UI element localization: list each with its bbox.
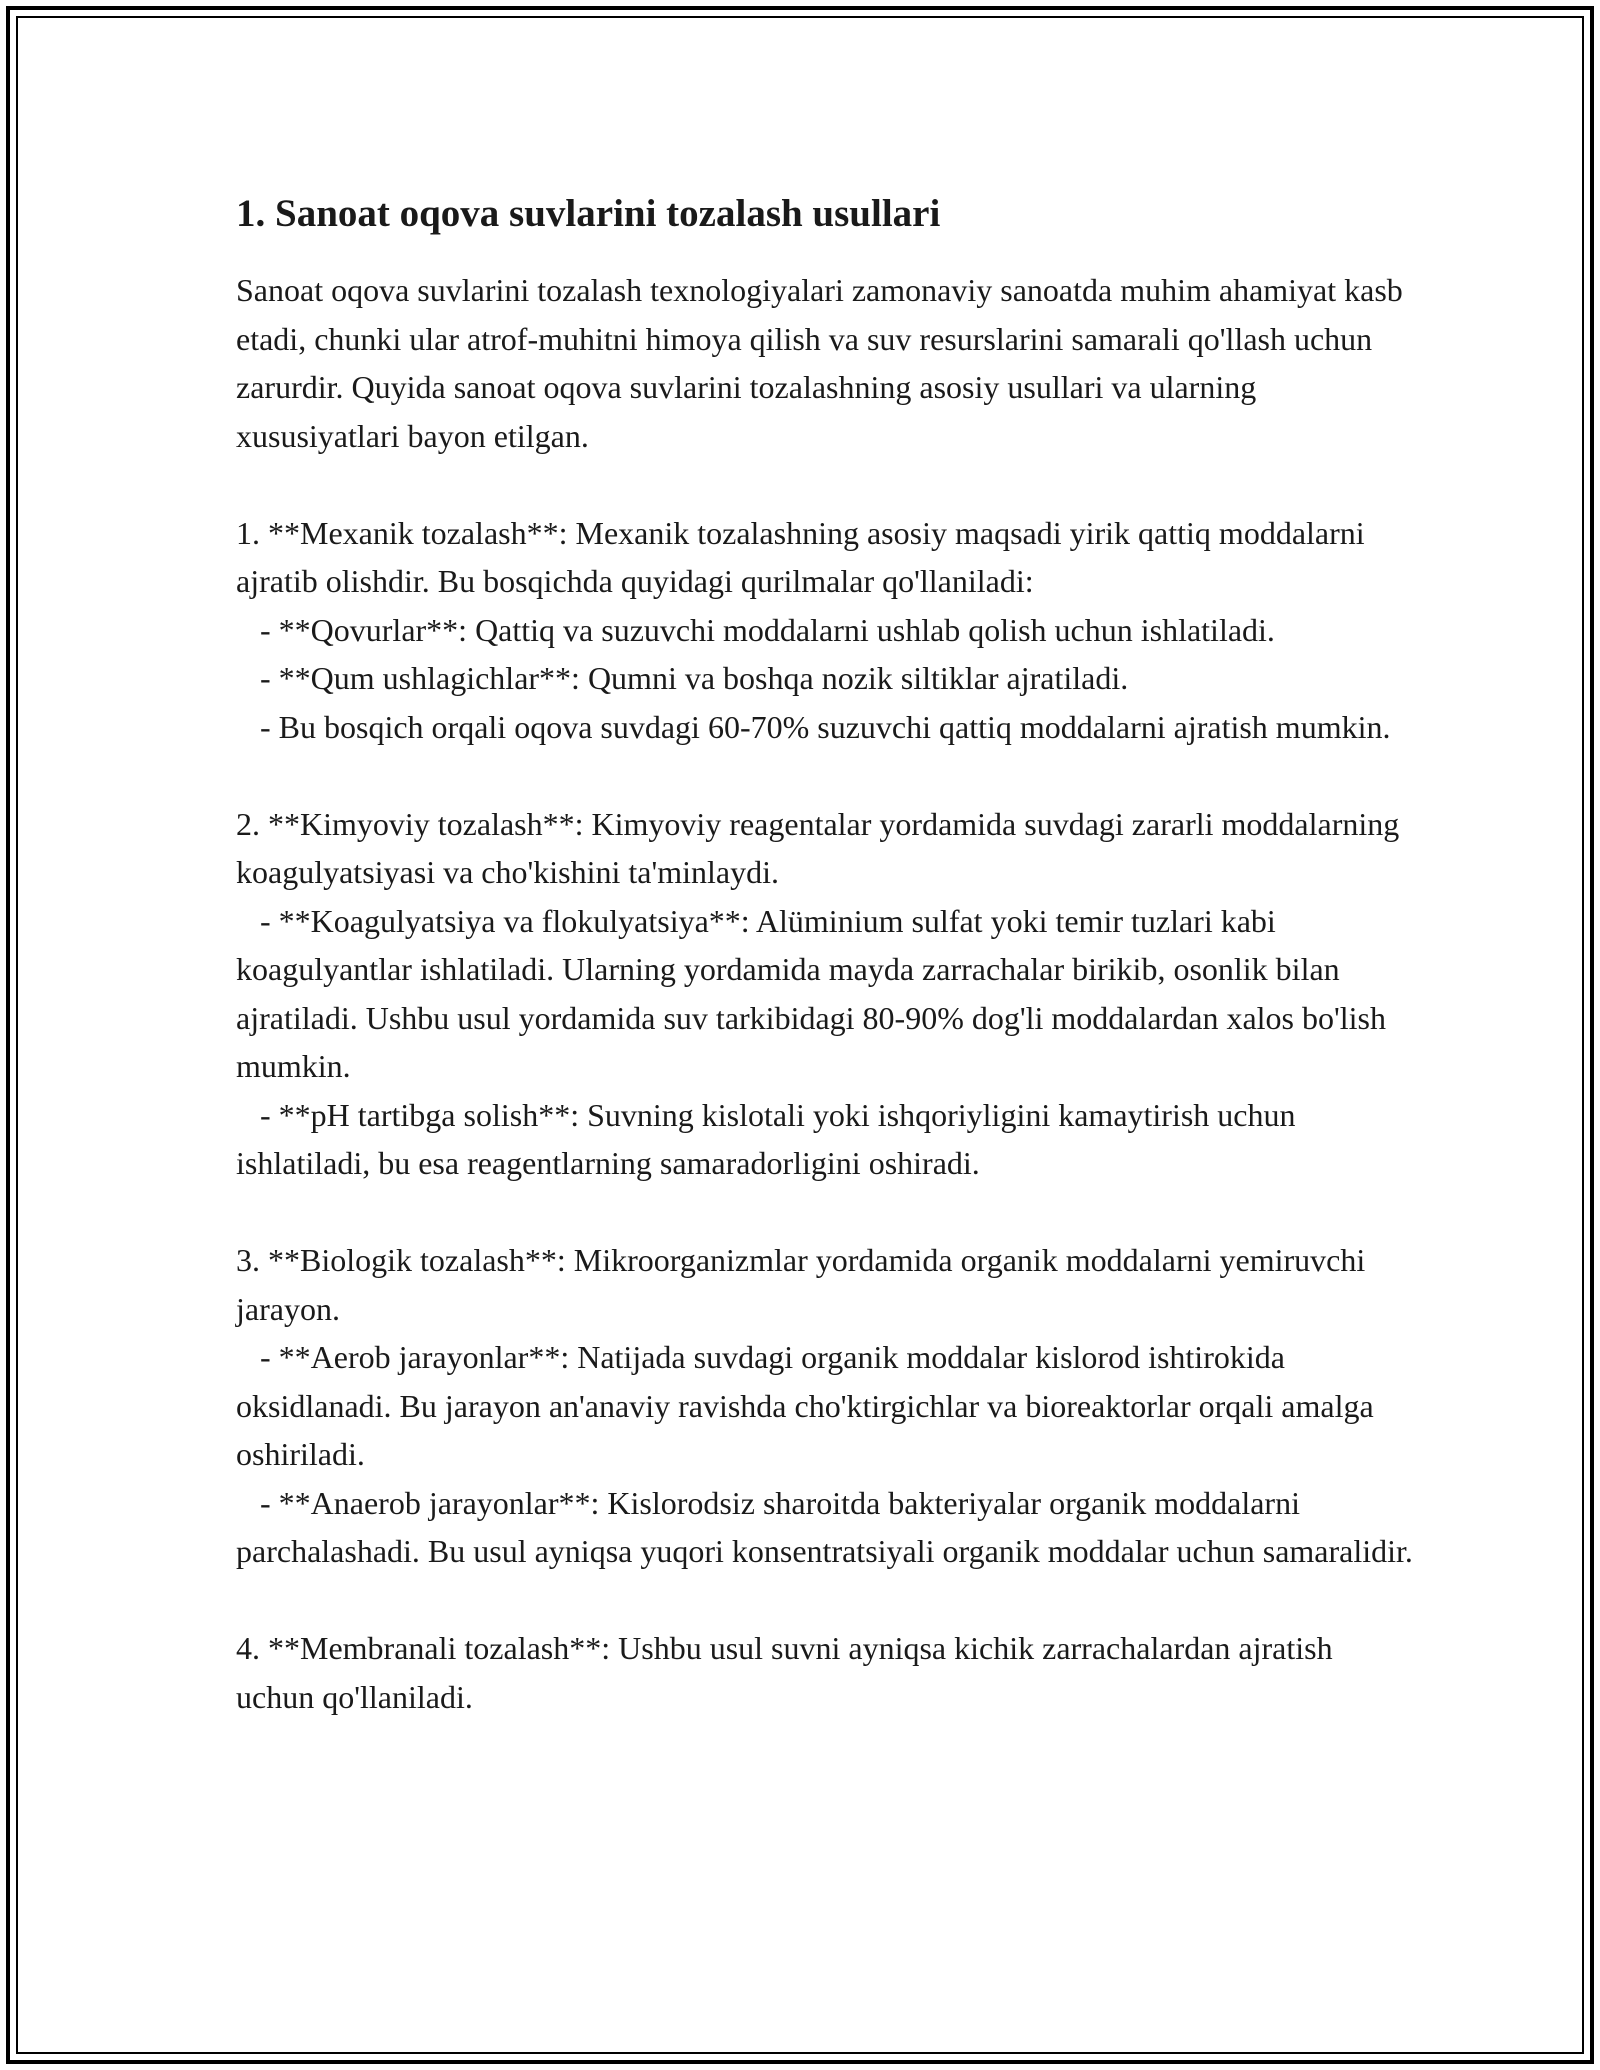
document-title: 1. Sanoat oqova suvlarini tozalash usullari: [236, 192, 941, 235]
section-heading: 3. **Biologik tozalash**: Mikroorganizmlar yordamida organik moddalarni yemiruvchi jarayon.: [236, 1242, 1374, 1327]
list-item: - **Koagulyatsiya va flokulyatsiya**: Alüminium sulfat yoki temir tuzlari kabi koagulyantlar ishlatiladi. Ularning yordamida mayda zarrachalar birikib, osonlik bilan ajratiladi. Ushbu usul yordamida suv tarkibidagi 80-90% dog'li moddalardan xalos bo'lish mumkin.: [236, 902, 1394, 1084]
section-kimyoviy: [236, 800, 1416, 1188]
intro-paragraph: Sanoat oqova suvlarini tozalash texnologiyalari zamonaviy sanoatda muhim ahamiyat kasb etadi, chunki ular atrof-muhitni himoya qilish va suv resurslarini samarali qo'llash uchun zarurdir. Quyida sanoat oqova suvlarini tozalashning asosiy usullari va ularning xususiyatlari bayon etilgan.: [236, 272, 1411, 454]
list-item: - **Qovurlar**: Qattiq va suzuvchi moddalarni ushlab qolish uchun ishlatiladi.: [236, 611, 1275, 648]
section-heading: 2. **Kimyoviy tozalash**: Kimyoviy reagentalar yordamida suvdagi zararli moddalarning koagulyatsiyasi va cho'kishini ta'minlaydi.: [236, 805, 1408, 890]
paragraph-spacer: [236, 751, 1416, 800]
list-item: - **Qum ushlagichlar**: Qumni va boshqa nozik siltiklar ajratiladi.: [236, 660, 1129, 696]
list-item: - **pH tartibga solish**: Suvning kislotali yoki ishqoriyligini kamaytirish uchun ishlatiladi, bu esa reagentlarning samaradorligini oshiradi.: [236, 1096, 1304, 1181]
list-item: - Bu bosqich orqali oqova suvdagi 60-70% suzuvchi qattiq moddalarni ajratish mumkin.: [236, 708, 1391, 745]
section-biologik: [236, 1236, 1416, 1576]
list-item: - **Aerob jarayonlar**: Natijada suvdagi organik moddalar kislorod ishtirokida oksidlanadi. Bu jarayon an'anaviy ravishda cho'ktirgichlar va bioreaktorlar orqali amalga oshiriladi.: [236, 1339, 1382, 1472]
section-heading: 4. **Membranali tozalash**: Ushbu usul suvni ayniqsa kichik zarrachalardan ajratish uchun qo'llaniladi.: [236, 1630, 1341, 1715]
paragraph-spacer: [236, 1188, 1416, 1237]
section-membranali: [236, 1624, 1416, 1721]
section-heading: 1. **Mexanik tozalash**: Mexanik tozalashning asosiy maqsadi yirik qattiq moddalarni ajratib olishdir. Bu bosqichda quyidagi qurilmalar qo'llaniladi:: [236, 514, 1373, 599]
paragraph-spacer: [236, 460, 1416, 509]
section-mexanik: [236, 509, 1416, 752]
list-item: - **Anaerob jarayonlar**: Kislorodsiz sharoitda bakteriyalar organik moddalarni parchalashadi. Bu usul ayniqsa yuqori konsentratsiyali organik moddalar uchun samaralidir.: [236, 1484, 1413, 1569]
paragraph-spacer: [236, 1576, 1416, 1625]
document-body: [236, 186, 1416, 1721]
